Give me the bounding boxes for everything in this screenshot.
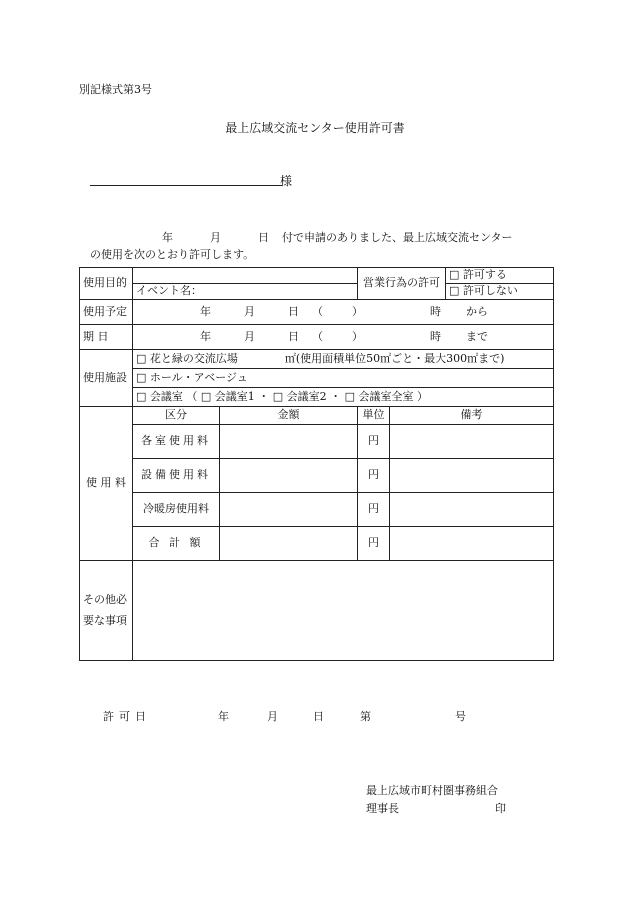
intro-year: 年 [162,231,173,244]
purpose-label: 使用目的 [80,268,133,300]
fees-header-remarks: 備考 [390,407,554,425]
meeting-room-checkboxes[interactable]: □ 会議室 （ □ 会議室1 ・ □ 会議室2 ・ □ 会議室全室 ） [133,388,554,407]
schedule-start[interactable] [133,300,554,325]
issuer-organization: 最上広域市町村圏事務組合 [366,784,498,797]
start-from: から [466,305,488,318]
end-hour: 時 [430,330,441,343]
facility-plaza-row[interactable] [133,350,554,369]
other-label-line2: 要な事項 [83,613,127,627]
fee-unit: 円 [358,493,390,527]
fee-category: 各室使用料 [133,425,220,459]
document-title: 最上広域交流センター使用許可書 [225,121,405,135]
permission-no-suffix: 号 [455,710,466,723]
start-day: 日 [288,305,299,318]
schedule-label-2: 期 日 [80,325,133,350]
intro-day: 日 [258,231,269,244]
other-matters-label [80,561,133,661]
fee-total-amount-field[interactable] [220,527,358,561]
table-row [80,527,554,561]
fees-header-category: 区分 [133,407,220,425]
hall-checkbox[interactable]: □ ホール・アベージュ [133,369,554,388]
fee-amount-field[interactable] [220,493,358,527]
start-paren-close: ） [352,305,363,318]
permission-month: 月 [267,710,278,723]
fee-remarks-field[interactable] [390,425,554,459]
fee-amount-field[interactable] [220,425,358,459]
fee-category-total: 合 計 額 [133,527,220,561]
fees-header-amount: 金額 [220,407,358,425]
business-permission-label: 営業行為の許可 [358,268,446,300]
permission-date-label: 許可日 [103,710,151,723]
other-label-line1: その他必 [83,592,127,606]
permit-form-table [79,267,554,661]
end-paren-close: ） [352,330,363,343]
fee-remarks-field[interactable] [390,459,554,493]
table-row [80,425,554,459]
fees-header-unit: 単位 [358,407,390,425]
fee-amount-field[interactable] [220,459,358,493]
fee-remarks-field[interactable] [390,527,554,561]
plaza-area-note: ㎡(使用面積単位50㎡ごと・最大300㎡まで) [284,351,505,365]
start-hour: 時 [430,305,441,318]
fee-unit: 円 [358,459,390,493]
fee-category: 冷暖房使用料 [133,493,220,527]
intro-line2: の使用を次のとおり許可します。 [90,248,255,261]
other-matters-field[interactable] [133,561,554,661]
seal-mark: 印 [495,802,506,815]
end-paren-open: （ [312,330,323,343]
event-name-field[interactable]: イベント名： [133,284,358,300]
intro-month: 月 [210,231,221,244]
form-number: 別記様式第3号 [79,83,152,96]
permission-day: 日 [313,710,324,723]
intro-line1: 付で申請のありました、最上広域交流センター [282,231,513,244]
allow-checkbox[interactable]: □ 許可する [446,268,554,284]
end-year: 年 [200,330,211,343]
permission-year: 年 [218,710,229,723]
start-year: 年 [200,305,211,318]
schedule-end[interactable] [133,325,554,350]
table-row [80,459,554,493]
addressee-suffix: 様 [280,174,293,188]
table-row [80,493,554,527]
plaza-checkbox[interactable]: □ 花と緑の交流広場 [136,351,238,365]
end-month: 月 [244,330,255,343]
deny-checkbox[interactable]: □ 許可しない [446,284,554,300]
addressee-line [90,185,282,186]
end-day: 日 [288,330,299,343]
permission-no-prefix: 第 [360,710,371,723]
start-month: 月 [244,305,255,318]
schedule-label: 使用予定 [80,300,133,325]
end-until: まで [466,330,488,343]
fees-label: 使 用 料 [80,407,133,561]
fee-unit: 円 [358,527,390,561]
issuer-title: 理事長 [366,802,399,815]
fee-unit: 円 [358,425,390,459]
facilities-label: 使用施設 [80,350,133,407]
fee-remarks-field[interactable] [390,493,554,527]
fee-category: 設備使用料 [133,459,220,493]
start-paren-open: （ [312,305,323,318]
purpose-input[interactable] [133,268,358,284]
